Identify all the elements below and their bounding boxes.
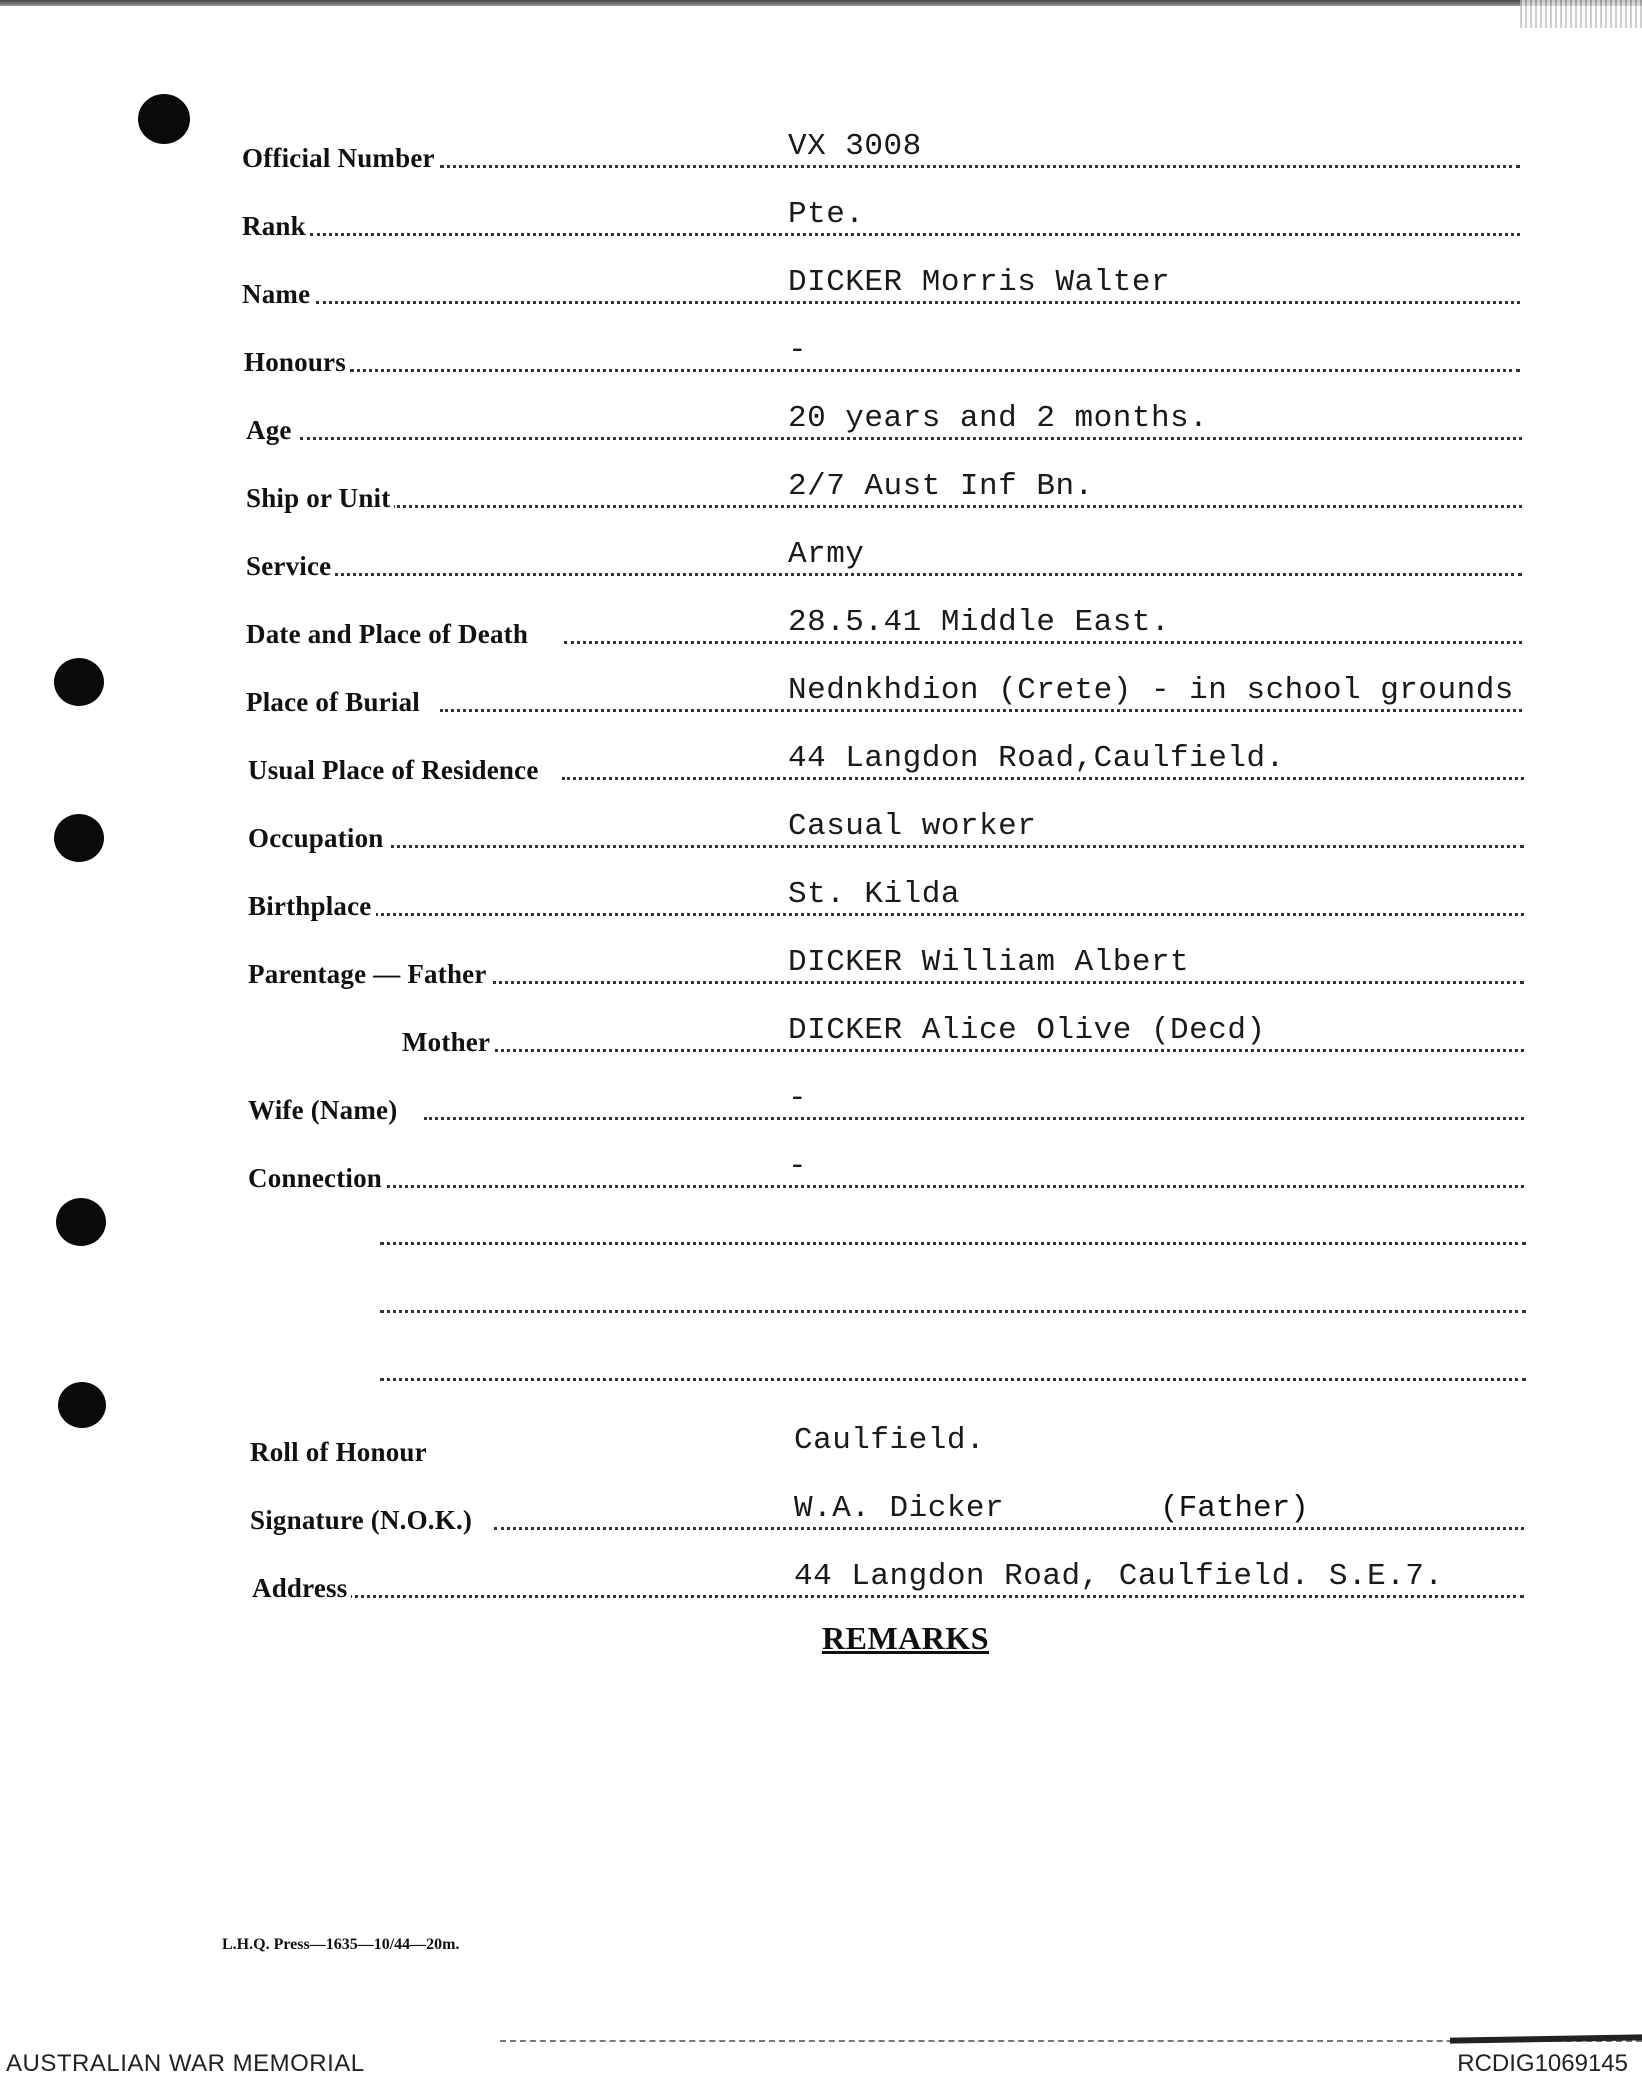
dotted-line — [350, 369, 1520, 372]
field-value: VX 3008 — [788, 129, 922, 164]
field-value: - — [788, 1149, 808, 1184]
field-value: DICKER Morris Walter — [788, 265, 1171, 300]
field-label: Address — [252, 1573, 351, 1604]
field-birthplace — [0, 868, 1642, 928]
field-value: 44 Langdon Road,Caulfield. — [788, 741, 1285, 776]
field-label: Parentage — Father — [248, 959, 491, 990]
field-mother — [0, 1004, 1642, 1064]
field-label: Connection — [248, 1163, 386, 1194]
field-value: W.A. Dicker — [794, 1491, 1005, 1526]
scan-noise — [1520, 0, 1642, 28]
field-connection — [0, 1140, 1642, 1200]
field-value: Caulfield. — [794, 1423, 986, 1458]
field-label: Name — [242, 279, 314, 310]
field-age — [0, 392, 1642, 452]
dotted-line — [310, 233, 1520, 236]
dotted-line — [562, 777, 1524, 780]
field-value: Army — [788, 537, 865, 572]
dotted-line — [424, 1117, 1524, 1120]
field-label: Occupation — [248, 823, 388, 854]
field-label: Official Number — [242, 143, 439, 174]
remarks-heading: REMARKS — [822, 1620, 990, 1656]
blank-line — [380, 1242, 1526, 1245]
field-label: Place of Burial — [246, 687, 424, 718]
field-date-place-of-death — [0, 596, 1642, 656]
field-value: 20 years and 2 months. — [788, 401, 1209, 436]
field-name — [0, 256, 1642, 316]
dotted-line — [316, 301, 1520, 304]
field-signature — [0, 1482, 1642, 1542]
field-ship-or-unit — [0, 460, 1642, 520]
dotted-line — [392, 505, 1522, 508]
field-value: Casual worker — [788, 809, 1037, 844]
field-official-number — [0, 120, 1642, 180]
relationship-note: (Father) — [1160, 1491, 1309, 1526]
field-label: Rank — [242, 211, 310, 242]
field-value: 28.5.41 Middle East. — [788, 605, 1171, 640]
field-label: Wife (Name) — [248, 1095, 401, 1126]
field-value: Nednkhdion (Crete) - in school grounds — [788, 673, 1514, 708]
field-value: St. Kilda — [788, 877, 960, 912]
field-value: DICKER Alice Olive (Decd) — [788, 1013, 1266, 1048]
field-value: Pte. — [788, 197, 865, 232]
scan-top-edge — [0, 0, 1642, 6]
dotted-line — [564, 641, 1522, 644]
field-place-of-burial — [0, 664, 1642, 724]
field-value: 2/7 Aust Inf Bn. — [788, 469, 1094, 504]
dotted-line — [440, 709, 1522, 712]
field-father — [0, 936, 1642, 996]
field-service — [0, 528, 1642, 588]
dotted-line — [440, 165, 1520, 168]
field-roll-of-honour — [0, 1414, 1642, 1474]
dotted-line — [334, 573, 1522, 576]
field-wife-name — [0, 1072, 1642, 1132]
blank-line — [380, 1378, 1526, 1381]
field-label: Signature (N.O.K.) — [250, 1505, 476, 1536]
field-label: Ship or Unit — [246, 483, 394, 514]
field-label: Service — [246, 551, 335, 582]
dotted-line — [374, 1185, 1524, 1188]
field-label: Birthplace — [248, 891, 376, 922]
dotted-line — [348, 1595, 1524, 1598]
field-label: Honours — [244, 347, 350, 378]
field-value: - — [788, 333, 808, 368]
dotted-line — [490, 1049, 1524, 1052]
dotted-line — [494, 1527, 1524, 1530]
punch-hole — [56, 1198, 106, 1246]
field-label: Roll of Honour — [250, 1437, 431, 1468]
field-label: Usual Place of Residence — [248, 755, 543, 786]
field-value: - — [788, 1081, 808, 1116]
dotted-line — [378, 845, 1524, 848]
print-code: L.H.Q. Press—1635—10/44—20m. — [222, 1936, 460, 1953]
field-label: Date and Place of Death — [246, 619, 532, 650]
archive-id: RCDIG1069145 — [1457, 2050, 1628, 2077]
dotted-line — [300, 437, 1522, 440]
archive-name: AUSTRALIAN WAR MEMORIAL — [6, 2050, 365, 2077]
dotted-line — [368, 913, 1524, 916]
field-value: 44 Langdon Road, Caulfield. S.E.7. — [794, 1559, 1444, 1594]
blank-line — [380, 1310, 1526, 1313]
dotted-line — [486, 981, 1524, 984]
field-occupation — [0, 800, 1642, 860]
field-address — [0, 1550, 1642, 1610]
field-value: DICKER William Albert — [788, 945, 1190, 980]
field-usual-residence — [0, 732, 1642, 792]
field-label: Mother — [402, 1027, 494, 1058]
field-honours — [0, 324, 1642, 384]
field-rank — [0, 188, 1642, 248]
field-label: Age — [246, 415, 296, 446]
scan-bottom-edge-dark — [1450, 2034, 1642, 2043]
